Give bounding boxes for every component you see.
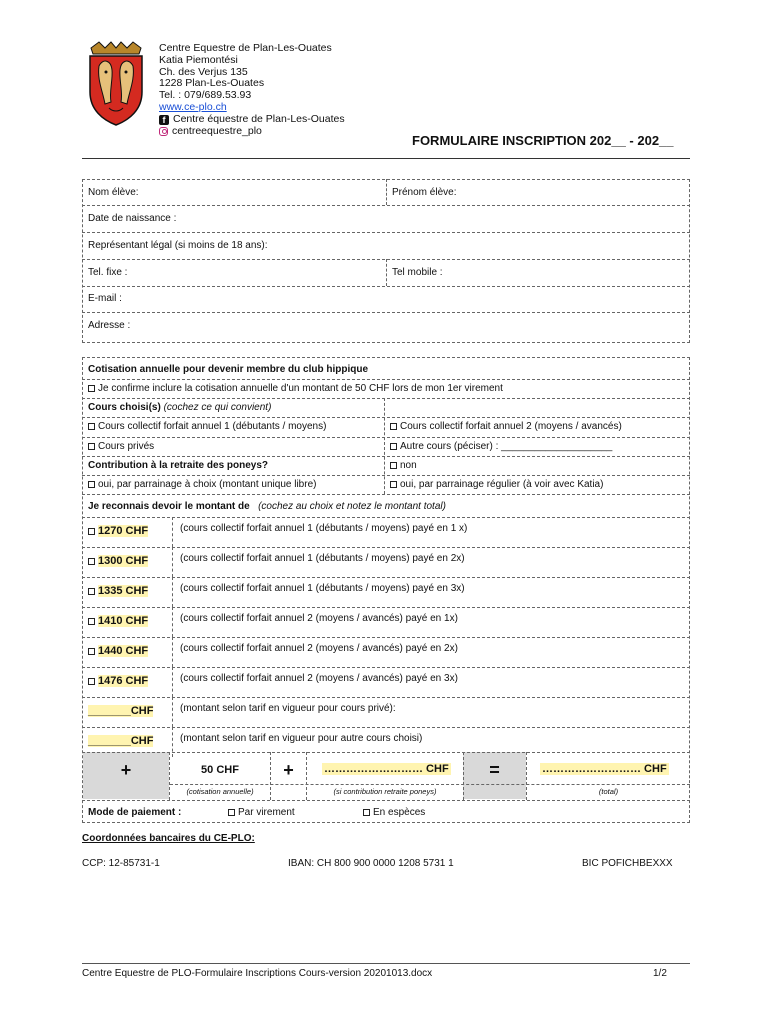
price-description: (montant selon tarif en vigueur pour cours privé): [180,703,396,714]
checkbox-icon [390,462,397,469]
equals-sign: = [489,760,500,780]
checkbox-icon [390,481,397,488]
cours-1-label: Cours collectif forfait annuel 1 (débutants / moyens) [98,421,327,432]
adresse-field[interactable]: Adresse : [88,320,131,331]
divider [82,800,690,801]
price-label: 1410 CHF [98,615,149,627]
checkbox-icon [88,678,95,685]
divider [82,607,690,608]
divider [386,179,387,205]
divider [82,456,690,457]
divider [172,517,173,547]
divider [172,697,173,727]
street: Ch. des Verjus 135 [159,65,248,78]
divider [172,637,173,667]
divider [82,205,690,206]
divider [82,577,690,578]
divider [82,232,690,233]
prenom-field[interactable]: Prénom élève: [392,187,457,198]
total-amount[interactable]: ……………………… CHF [542,763,667,775]
price-description: (cours collectif forfait annuel 2 (moyens / avancés) payé en 1x) [180,613,458,624]
tel-mobile-field[interactable]: Tel mobile : [392,267,443,278]
plus-sign-2: + [283,760,294,780]
oui-choix-label: oui, par parrainage à choix (montant unique libre) [98,479,317,490]
checkbox-icon [88,423,95,430]
checkbox-icon [390,443,397,450]
divider [82,517,690,518]
divider [82,437,690,438]
divider [82,398,690,399]
checkbox-icon [88,558,95,565]
phone: Tel. : 079/689.53.93 [159,89,252,102]
price-description: (cours collectif forfait annuel 2 (moyens / avancés) payé en 2x) [180,643,458,654]
price-label: 1440 CHF [98,645,149,657]
divider [82,312,690,313]
checkbox-icon [88,618,95,625]
divider [82,637,690,638]
form-title: FORMULAIRE INSCRIPTION 202__ - 202__ [412,133,674,148]
divider [82,752,690,753]
non-checkbox[interactable] [390,460,417,472]
instagram-label: centreequestre_plo [172,124,262,137]
price-option[interactable] [88,615,148,627]
divider [172,547,173,577]
virement-label: Par virement [238,807,295,818]
instagram-line[interactable] [159,126,345,138]
price-option[interactable] [88,735,153,747]
instagram-icon [159,127,168,136]
facebook-icon: f [159,115,169,125]
bank-iban: IBAN: CH 800 900 0000 1208 5731 1 [288,858,454,869]
divider [172,577,173,607]
payment-label: Mode de paiement : [88,807,182,818]
checkbox-icon [390,423,397,430]
cours-prives-checkbox[interactable] [88,441,154,453]
checkbox-icon [88,648,95,655]
divider [386,259,387,286]
cotisation-label: Je confirme inclure la cotisation annuelle d'un montant de 50 CHF lors de mon 1er virement [98,383,503,394]
total-note: (total) [598,787,619,796]
org-name: Centre Equestre de Plan-Les-Ouates [159,42,332,54]
cours-1-checkbox[interactable] [88,421,326,433]
non-label: non [400,460,417,471]
divider [170,784,690,785]
cotisation-title: Cotisation annuelle pour devenir membre du club hippique [88,364,369,375]
price-option[interactable] [88,555,148,567]
divider [82,547,690,548]
bank-ccp: CCP: 12-85731-1 [82,858,160,869]
nom-field[interactable]: Nom élève: [88,187,139,198]
divider [82,667,690,668]
facebook-line[interactable] [159,114,345,126]
montant-title: Je reconnais devoir le montant de (cochez au choix et notez le montant total) [88,501,446,512]
autre-cours-label: Autre cours (péciser) : ____________________ [400,441,613,452]
price-label: 1335 CHF [98,585,149,597]
divider [172,607,173,637]
checkbox-icon [88,385,95,392]
cotisation-amount: 50 CHF [201,764,239,776]
crest-logo [85,40,147,126]
price-option[interactable] [88,585,148,597]
contact-person: Katia Piemontési [159,53,238,66]
cotisation-note: (cotisation annuelle) [186,787,254,796]
especes-checkbox[interactable] [363,807,425,819]
divider [384,398,385,494]
website-link[interactable]: www.ce-plo.ch [159,100,227,113]
divider [82,494,690,495]
price-description: (cours collectif forfait annuel 1 (débutants / moyens) payé en 1 x) [180,523,468,534]
tel-fixe-field[interactable]: Tel. fixe : [88,267,128,278]
bank-bic: BIC POFICHBEXXX [582,858,673,869]
divider [82,379,690,380]
footer-rule [82,963,690,964]
oui-choix-checkbox[interactable] [88,479,316,491]
price-option[interactable] [88,645,148,657]
autre-cours-checkbox[interactable] [390,441,612,453]
city: 1228 Plan-Les-Ouates [159,77,265,90]
price-option[interactable] [88,705,153,717]
divider [172,667,173,697]
price-description: (cours collectif forfait annuel 1 (débutants / moyens) payé en 3x) [180,583,465,594]
divider [82,417,690,418]
checkbox-icon [88,528,95,535]
price-label: 1270 CHF [98,525,149,537]
cours-2-label: Cours collectif forfait annuel 2 (moyens / avancés) [400,421,622,432]
price-label: _______CHF [88,735,154,747]
cours-title: Cours choisi(s) (cochez ce qui convient) [88,402,272,413]
price-label: _______CHF [88,705,154,717]
cours-prives-label: Cours privés [98,441,155,452]
especes-label: En espèces [373,807,426,818]
checkbox-icon [88,481,95,488]
price-label: 1300 CHF [98,555,149,567]
price-description: (cours collectif forfait annuel 2 (moyens / avancés) payé en 3x) [180,673,458,684]
contribution-title: Contribution à la retraite des poneys? [88,460,269,471]
virement-checkbox[interactable] [228,807,295,819]
divider [82,727,690,728]
divider [82,697,690,698]
footer-doc-name: Centre Equestre de PLO-Formulaire Inscriptions Cours-version 20201013.docx [82,968,433,979]
checkbox-icon [228,809,235,816]
price-label: 1476 CHF [98,675,149,687]
plus-sign: + [120,760,132,780]
contribution-note: (si contribution retraite poneys) [333,787,437,796]
address-block [159,43,345,137]
cours-2-checkbox[interactable] [390,421,622,433]
oui-regulier-label: oui, par parrainage régulier (à voir avec Katia) [400,479,604,490]
representant-field[interactable]: Représentant légal (si moins de 18 ans): [88,240,268,251]
price-description: (montant selon tarif en vigueur pour autre cours choisi) [180,733,423,744]
email-field[interactable]: E-mail : [88,293,122,304]
checkbox-icon [88,588,95,595]
price-description: (cours collectif forfait annuel 1 (débutants / moyens) payé en 2x) [180,553,465,564]
bank-title: Coordonnées bancaires du CE-PLO: [82,833,255,844]
naissance-field[interactable]: Date de naissance : [88,213,177,224]
price-option[interactable] [88,675,148,687]
divider [82,475,690,476]
divider [82,286,690,287]
cotisation-checkbox[interactable] [88,383,503,395]
checkbox-icon [363,809,370,816]
checkbox-icon [88,443,95,450]
footer-page-number: 1/2 [653,968,667,979]
oui-regulier-checkbox[interactable] [390,479,603,491]
facebook-label: Centre équestre de Plan-Les-Ouates [173,112,345,125]
header-rule [82,158,690,159]
price-option[interactable] [88,525,148,537]
contribution-amount[interactable]: ……………………… CHF [324,763,449,775]
